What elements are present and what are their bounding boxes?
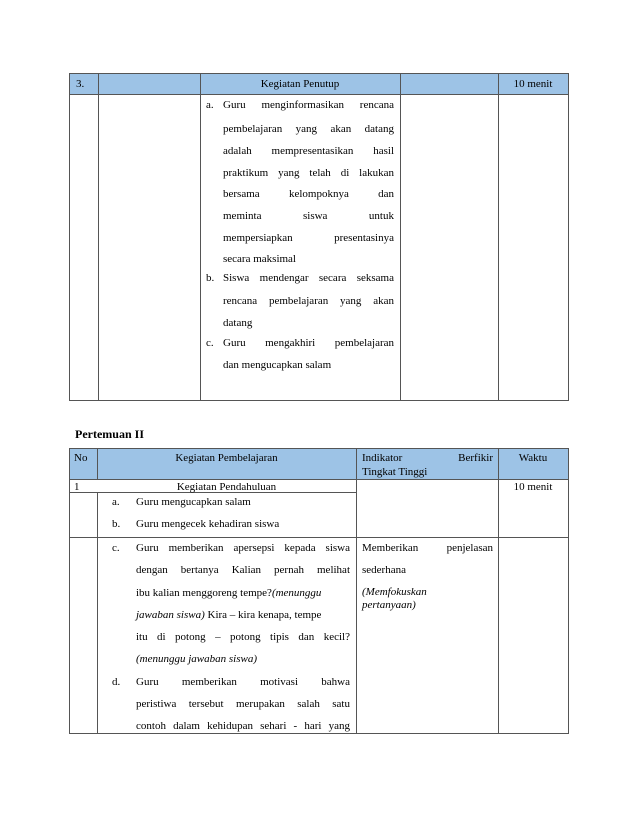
section-title: Pertemuan II	[75, 427, 144, 441]
item-letter: c.	[206, 337, 214, 349]
item-letter: a.	[112, 496, 120, 508]
item-line: peristiwa tersebut merupakan salah satu	[136, 698, 350, 710]
item-line: Guru memberikan apersepsi kepada siswa	[136, 542, 350, 554]
item-line: contoh dalam kehidupan sehari - hari yang	[136, 720, 350, 732]
item-letter: c.	[112, 542, 120, 554]
item-line: praktikum yang telah di lakukan	[223, 167, 394, 179]
item-line: jawaban siswa) Kira – kira kenapa, tempe	[136, 609, 322, 621]
item-line: pembelajaran yang akan datang	[223, 123, 394, 135]
item-line: Guru menginformasikan rencana	[223, 99, 394, 111]
item-letter: d.	[112, 676, 121, 688]
item-line: Siswa mendengar secara seksama	[223, 272, 394, 284]
item-text: Guru mengucapkan salam	[136, 496, 251, 508]
item-line: rencana pembelajaran yang akan	[223, 295, 394, 307]
column-header-indicator-line2: Tingkat Tinggi	[362, 466, 428, 478]
row-number: 3.	[76, 78, 85, 90]
activity-time: 10 menit	[513, 78, 553, 90]
activity-time: 10 menit	[513, 481, 553, 493]
activity-title: Kegiatan Penutup	[260, 78, 340, 90]
item-line: dan mengucapkan salam	[223, 359, 332, 371]
item-letter: b.	[112, 518, 121, 530]
column-header-time: Waktu	[518, 452, 548, 464]
column-header-no: No	[74, 452, 88, 464]
column-header-activity: Kegiatan Pembelajaran	[175, 452, 278, 464]
item-line: ibu kalian menggoreng tempe?(menunggu	[136, 587, 322, 599]
item-letter: a.	[206, 99, 214, 111]
item-line: (menunggu jawaban siswa)	[136, 653, 257, 665]
item-line: adalah mempresentasikan hasil	[223, 145, 394, 157]
indicator-line: sederhana	[362, 564, 406, 576]
column-header-indicator: Indikator Berfikir	[362, 452, 493, 464]
item-line: itu di potong – potong tipis dan kecil?	[136, 631, 350, 643]
item-line: datang	[223, 317, 253, 329]
item-text: Guru mengecek kehadiran siswa	[136, 518, 280, 530]
item-line: Guru mengakhiri pembelajaran	[223, 337, 394, 349]
item-line: mempersiapkan presentasinya	[223, 232, 394, 244]
indicator-line: pertanyaan)	[362, 599, 416, 611]
item-line: bersama kelompoknya dan	[223, 188, 394, 200]
indicator-line: (Memfokuskan	[362, 586, 427, 598]
item-line: secara maksimal	[223, 253, 296, 265]
item-line: dengan bertanya Kalian pernah melihat	[136, 564, 350, 576]
indicator-line: Memberikan penjelasan	[362, 542, 493, 554]
item-line: meminta siswa untuk	[223, 210, 394, 222]
row-number: 1	[74, 481, 80, 493]
item-letter: b.	[206, 272, 215, 284]
item-line: Guru memberikan motivasi bahwa	[136, 676, 350, 688]
activity-title: Kegiatan Pendahuluan	[176, 481, 277, 493]
